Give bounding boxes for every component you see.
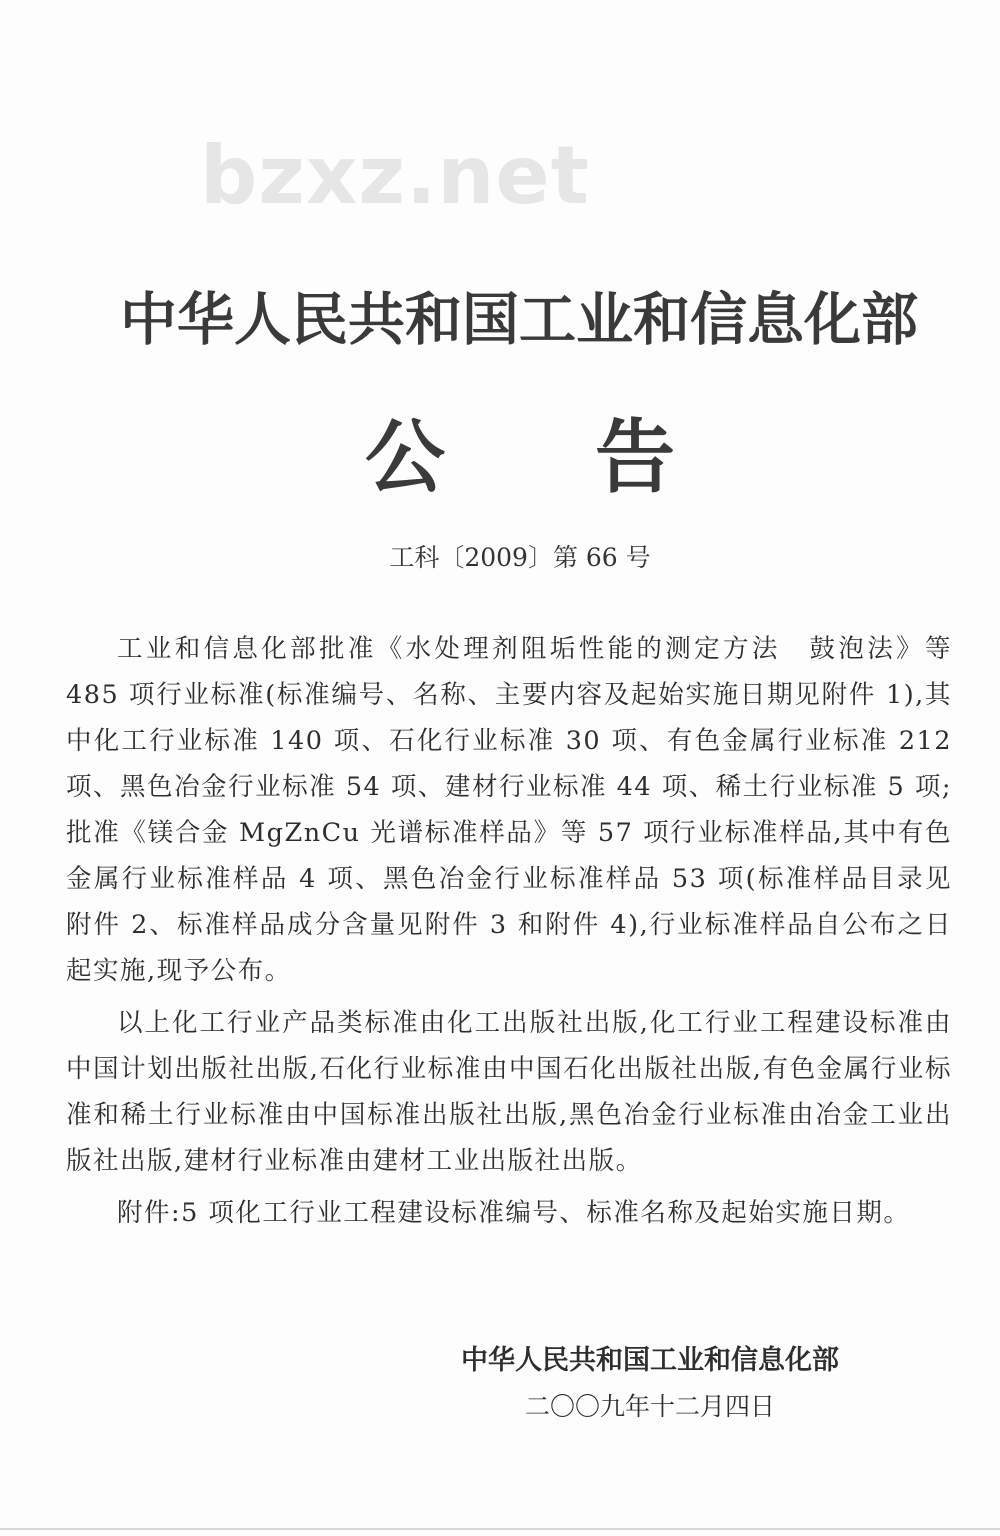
signature-organization: 中华人民共和国工业和信息化部	[461, 1345, 839, 1376]
page-bottom-edge	[0, 1528, 1000, 1530]
body-paragraph-publishers: 以上化工行业产品类标准由化工出版社出版,化工行业工程建设标准由中国计划出版社出版,石化行业标准由中国石化出版社出版,有色金属行业标准和稀土行业标准由中国标准出版社出版,黑色冶金行业标准由冶金工业出版社出版,建材行业标准由建材工业出版社出版。	[66, 1008, 952, 1176]
notice-title: 公告	[365, 411, 825, 504]
watermark-logo: bzxz.net	[200, 129, 590, 222]
ministry-title: 中华人民共和国工业和信息化部	[120, 287, 918, 353]
body-paragraph-attachment: 附件:5 项化工行业工程建设标准编号、标准名称及起始实施日期。	[117, 1198, 911, 1228]
body-paragraph-approval: 工业和信息化部批准《水处理剂阻垢性能的测定方法 鼓泡法》等 485 项行业标准(标准编号、名称、主要内容及起始实施日期见附件 1),其中化工行业标准 140 项、石化行业标准 30 项、有色金属行业标准 212 项、黑色冶金行业标准 54 项、建材行业标准 44 项、稀土行业标准 5 项;批准《镁合金 MgZnCu 光谱标准样品》等 57 项行业标准样品,其中有色金属行业标准样品 4 项、黑色冶金行业标准样品 53 项(标准样品目录见附件 2、标准样品成分含量见附件 3 和附件 4),行业标准样品自公布之日起实施,现予公布。	[66, 634, 952, 986]
document-number: 工科〔2009〕第 66 号	[389, 543, 651, 572]
notice-body	[66, 626, 952, 1242]
signature-block	[420, 1340, 880, 1428]
signature-date: 二〇〇九年十二月四日	[524, 1392, 775, 1421]
